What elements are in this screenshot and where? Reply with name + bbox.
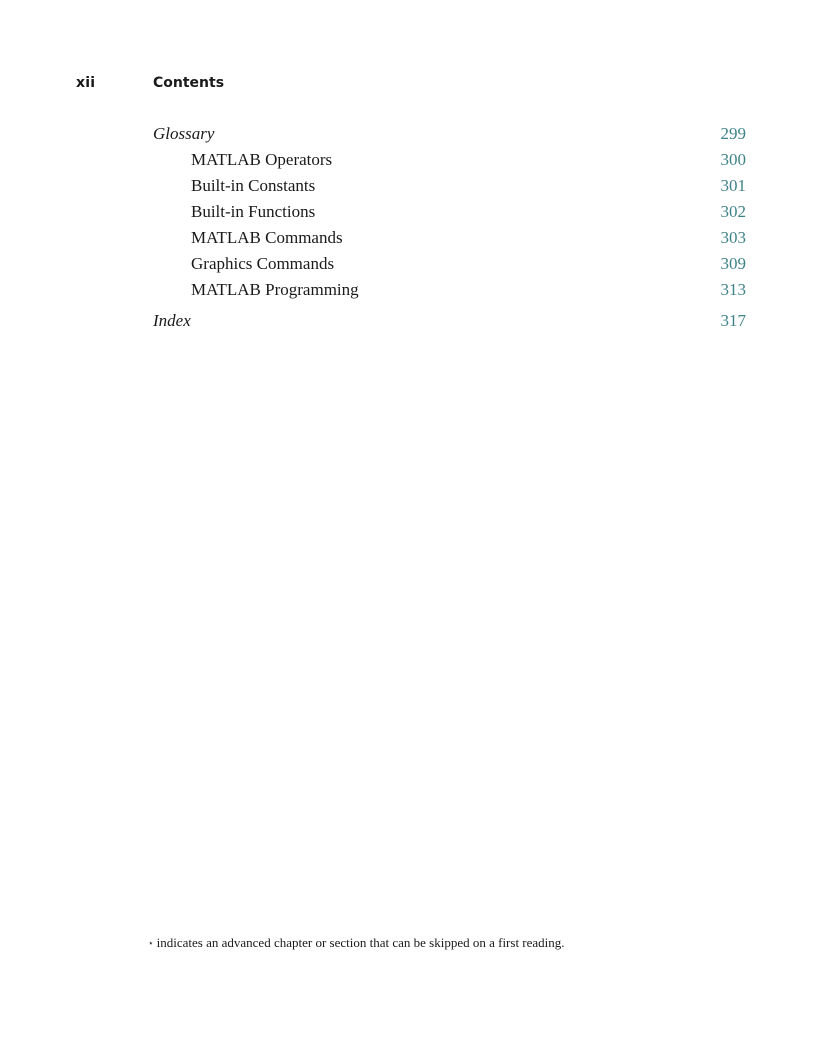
toc-entry-page[interactable]: 317 bbox=[720, 311, 746, 330]
toc-entry-label: Glossary bbox=[153, 124, 215, 143]
toc-subentry-page[interactable]: 301 bbox=[720, 176, 746, 195]
toc-subentry-label: Built-in Functions bbox=[191, 202, 316, 221]
toc-subentry-page[interactable]: 303 bbox=[720, 228, 746, 247]
star-icon: ⋆ bbox=[148, 938, 154, 948]
toc-subentry[interactable] bbox=[0, 278, 817, 302]
toc-entry-glossary[interactable] bbox=[0, 122, 817, 146]
toc-subentry-label: Built-in Constants bbox=[191, 176, 316, 195]
toc-entry-label: Index bbox=[153, 311, 191, 330]
toc-subentry-label: Graphics Commands bbox=[191, 254, 335, 273]
toc-subentry[interactable] bbox=[0, 148, 817, 172]
running-head: Contents bbox=[153, 75, 225, 91]
toc-entry-index[interactable] bbox=[0, 309, 817, 333]
toc-subentry-label: MATLAB Commands bbox=[191, 228, 343, 247]
toc-subentry-page[interactable]: 302 bbox=[720, 202, 746, 221]
toc-subentry-page[interactable]: 313 bbox=[720, 280, 746, 299]
page-number: xii bbox=[76, 75, 96, 91]
toc-entry-page[interactable]: 299 bbox=[720, 124, 746, 143]
footnote bbox=[148, 935, 565, 951]
toc-subentry-label: MATLAB Programming bbox=[191, 280, 359, 299]
footnote-text: indicates an advanced chapter or section that can be skipped on a first reading. bbox=[156, 935, 565, 950]
toc-subentry[interactable] bbox=[0, 200, 817, 224]
toc-subentry-label: MATLAB Operators bbox=[191, 150, 333, 169]
toc-subentry-page[interactable]: 309 bbox=[720, 254, 746, 273]
toc-subentry[interactable] bbox=[0, 226, 817, 250]
toc-subentry[interactable] bbox=[0, 252, 817, 276]
toc-subentry[interactable] bbox=[0, 174, 817, 198]
toc-subentry-page[interactable]: 300 bbox=[720, 150, 746, 169]
